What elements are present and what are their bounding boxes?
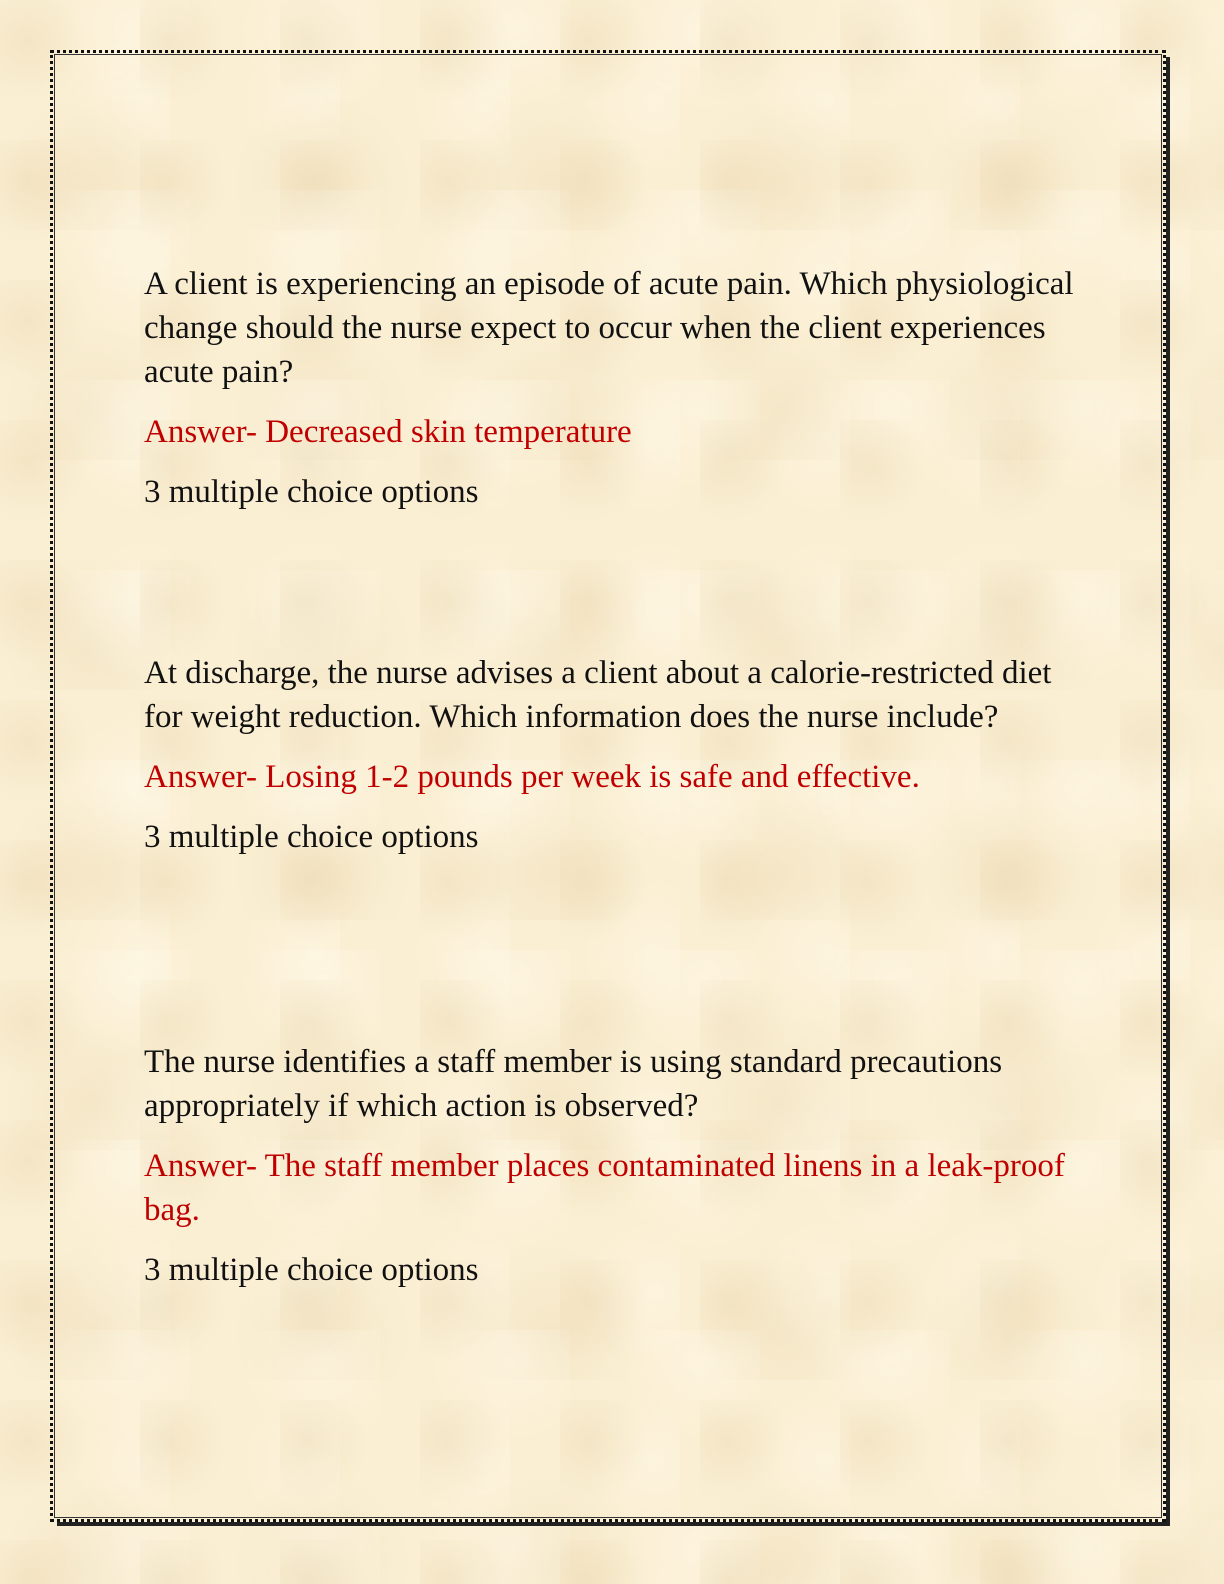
question-block-3 [144, 1040, 1074, 1429]
options-note: 3 multiple choice options [144, 1252, 479, 1288]
quiz-content [144, 262, 1074, 1429]
answer-text: Answer- The staff member places contaminated linens in a leak-proof bag. [144, 1148, 1065, 1228]
answer-text: Answer- Losing 1-2 pounds per week is safe and effective. [144, 759, 920, 795]
question-block-1 [144, 262, 1074, 651]
options-note: 3 multiple choice options [144, 474, 479, 510]
question-text: At discharge, the nurse advises a client about a calorie-restricted diet for weight reduction. Which information does the nurse include? [144, 655, 1052, 735]
question-block-2 [144, 651, 1074, 1040]
answer-text: Answer- Decreased skin temperature [144, 414, 632, 450]
options-note: 3 multiple choice options [144, 819, 479, 855]
question-text: The nurse identifies a staff member is using standard precautions appropriately if which action is observed? [144, 1044, 1003, 1124]
question-text: A client is experiencing an episode of acute pain. Which physiological change should the nurse expect to occur when the client experiences acute pain? [144, 266, 1074, 390]
